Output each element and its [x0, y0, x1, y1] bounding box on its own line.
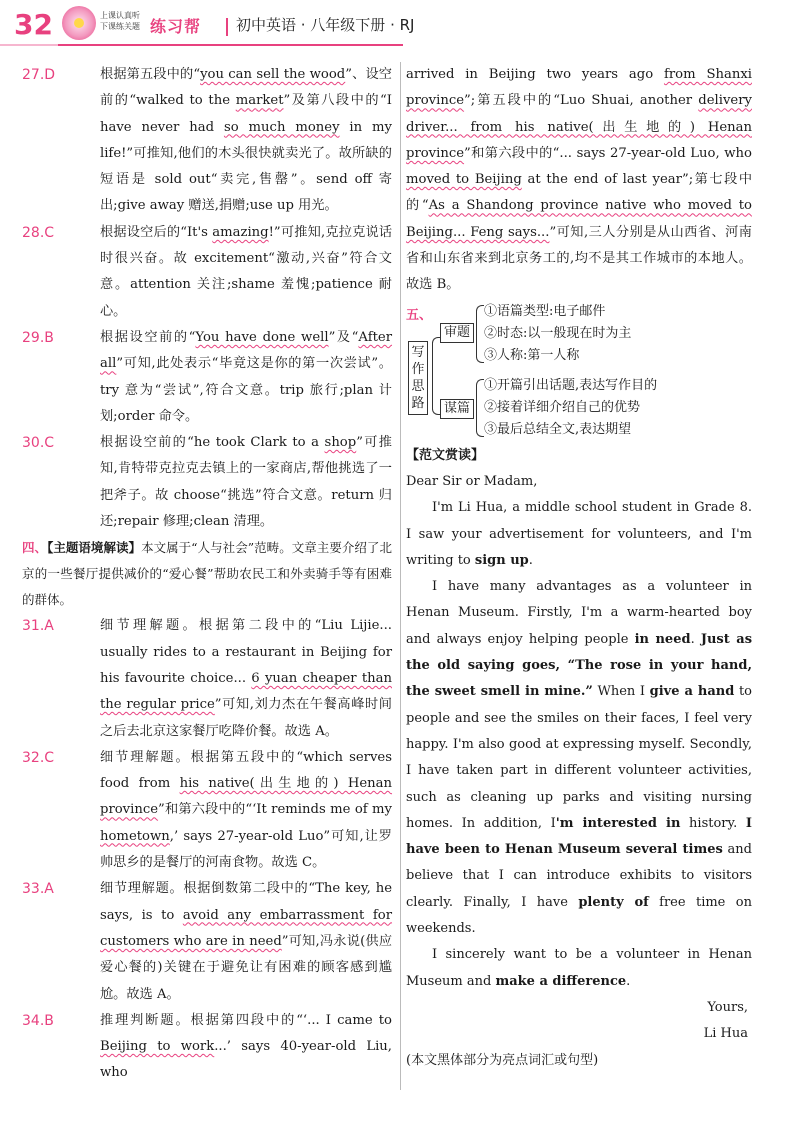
outline-item: ②接着详细介绍自己的优势	[484, 399, 641, 415]
answer-text: ”可知,此处表示“毕竟这是你的第一次尝试”。try 意为“尝试”,符合文意。trip 旅行;plan 计划;order 命令。	[100, 356, 392, 424]
underlined-quote: 6 yuan cheaper than the regular price	[100, 670, 392, 713]
highlight-phrase: in need	[634, 631, 691, 647]
answer-text: 细节理解题。根据第五段中的“which serves food from	[100, 749, 392, 792]
underlined-quote: his native(出生地的) Henan province	[100, 776, 393, 818]
header-rule-left	[0, 44, 58, 46]
answer-text: 推理判断题。根据第四段中的“‘... I came to	[100, 1012, 392, 1028]
header-separator	[226, 18, 228, 36]
section-4-intro	[22, 535, 392, 613]
highlight-phrase: make a difference	[495, 973, 627, 989]
answer-text: ”;第五段中的“Luo Shuai, another	[464, 93, 699, 109]
outline-root-label: 写作思路	[408, 341, 428, 415]
essay-salutation: Dear Sir or Madam,	[406, 473, 538, 489]
underlined-quote: shop	[324, 435, 357, 451]
essay-paragraph-2	[406, 574, 752, 942]
answer-27	[22, 62, 392, 220]
underlined-quote: moved to Beijing	[406, 172, 522, 188]
answer-text: 根据设空后的“It's	[100, 224, 213, 240]
highlight-phrase: 'm interested in	[555, 815, 681, 831]
answer-text: ”可推知,肯特带克拉克去镇上的一家商店,帮他挑选了一把斧子。故 choose“挑选”符合文意。return 归还;repair 修理;clean 清理。	[100, 435, 392, 530]
essay-paragraph-3	[406, 942, 752, 995]
page-number: 32	[14, 8, 53, 41]
header-rule	[58, 44, 403, 46]
answer-text: !”可推知,克拉克说话时很兴奋。故 excitement“激动,兴奋”符合文意。attention 关注;shame 羞愧;patience 耐心。	[100, 224, 393, 319]
outline-item: ③最后总结全文,表达期望	[484, 421, 632, 437]
answer-text: 根据设空前的“	[100, 329, 196, 345]
answer-text: ”可知,冯永说(供应爱心餐的)关键在于避免让有困难的顾客感到尴尬。故选 A。	[100, 933, 393, 1002]
writing-outline	[406, 303, 752, 439]
essay-text: to people and see the smiles on their faces, I feel very happy. I'm also good at expressing myself. Secondly, I have taken part in different volunteer activities, such as cleaning up parks and visiting nursing homes. In addition, I	[406, 684, 753, 831]
essay-text: .	[528, 552, 533, 568]
answer-28	[22, 220, 392, 325]
right-column	[406, 62, 752, 1074]
answer-text: ”及第八段中的“I have never had	[100, 93, 392, 135]
underlined-quote: Beijing to work	[100, 1039, 215, 1055]
answer-key: 34.B	[22, 1012, 54, 1029]
page-header	[0, 0, 800, 58]
underlined-quote: market	[235, 93, 284, 109]
answer-text: 细节理解题。根据第二段中的“Liu Lijie... usually rides to a restaurant in Beijing for his favourite choice...	[100, 618, 392, 686]
answer-34-continued	[406, 62, 752, 299]
outline-branch-1-brace	[476, 305, 484, 363]
outline-item: ①语篇类型:电子邮件	[484, 303, 606, 319]
essay-text: free time on weekends.	[406, 894, 752, 937]
flower-center-icon	[74, 18, 84, 28]
essay-text: .	[626, 973, 631, 989]
column-divider	[400, 62, 401, 1090]
essay-paragraph-1	[406, 495, 752, 574]
answer-key: 31.A	[22, 618, 54, 635]
answer-text: 细节理解题。根据倒数第二段中的“The key, he says, is to	[100, 881, 392, 923]
underlined-quote: You have done well	[195, 329, 329, 345]
answer-34	[22, 1008, 392, 1087]
section-5-number: 五、	[406, 307, 433, 323]
outline-branch-2: 谋篇	[440, 399, 474, 419]
slogan: 上课认真听 下课练关题	[100, 11, 140, 31]
answer-text: arrived in Beijing two years ago	[406, 67, 664, 82]
answer-text: ”和第六段中的“‘It reminds me of my	[158, 802, 392, 818]
section-number: 四、	[22, 540, 48, 556]
underlined-quote: As a Shandong province native who moved to Beijing... Feng says...	[406, 198, 752, 240]
answer-33	[22, 876, 392, 1007]
essay-text: I'm Li Hua, a middle school student in Grade 8. I saw your advertisement for volunteers, and I'm writing to	[406, 500, 752, 568]
underlined-quote: After all	[100, 329, 393, 372]
essay-note: (本文黑体部分为亮点词汇或句型)	[406, 1052, 599, 1068]
underlined-quote: avoid any embarrassment for customers who are in need	[100, 907, 393, 949]
answer-text: ,’ says 27-year-old Luo”可知,让罗帅思乡的是餐厅的河南食物。故选 C。	[100, 828, 392, 871]
underlined-quote: you can sell the wood	[200, 67, 346, 82]
theme-tag: 【主题语境解读】	[47, 540, 142, 556]
section-intro-text: 本文属于“人与社会”范畴。文章主要介绍了北京的一些餐厅提供减价的“爱心餐”帮助农民工和外卖骑手等有困难的群体。	[22, 540, 392, 608]
outline-branch-2-brace	[476, 379, 484, 437]
answer-key: 33.A	[22, 881, 54, 898]
essay-text: history.	[680, 815, 746, 831]
answer-key: 29.B	[22, 329, 54, 346]
essay-text: I sincerely want to be a volunteer in Henan Museum and	[406, 947, 752, 989]
highlight-phrase: plenty of	[578, 894, 649, 910]
essay-closing: Yours,	[707, 999, 748, 1015]
highlight-phrase: I have been to Henan Museum several times	[406, 815, 752, 858]
brand-name: 练习帮	[150, 17, 202, 36]
essay-text: I have many advantages as a volunteer in Henan Museum. Firstly, I'm a warm-hearted boy and always enjoy helping people	[406, 579, 752, 647]
highlight-phrase: give a hand	[649, 684, 735, 700]
underlined-quote: hometown	[100, 828, 170, 844]
answer-32	[22, 745, 392, 876]
answer-text: ”及“	[328, 329, 359, 345]
essay-text: and believe that I can introduce exhibits to visitors clearly. Finally, I have	[406, 842, 752, 910]
answer-text: at the end of last year”;第七段中的“	[406, 172, 753, 214]
underlined-quote: amazing	[212, 224, 269, 240]
answer-text: ”可知,三人分别是从山西省、河南省和山东省来到北京务工的,均不是其工作城市的本地人。故选 B。	[406, 224, 752, 293]
outline-item: ②时态:以一般现在时为主	[484, 325, 632, 341]
answer-key: 28.C	[22, 224, 55, 241]
answer-key: 30.C	[22, 435, 55, 452]
essay-text: When I	[592, 684, 650, 700]
outline-root-brace	[432, 337, 440, 415]
underlined-quote: so much money	[223, 119, 340, 135]
model-essay	[406, 469, 752, 1074]
outline-item: ①开篇引出话题,表达写作目的	[484, 377, 658, 393]
answer-text: 根据第五段中的“	[100, 67, 201, 82]
outline-item: ③人称:第一人称	[484, 347, 580, 363]
answer-key: 32.C	[22, 749, 55, 766]
left-column	[22, 62, 392, 1087]
essay-signature: Li Hua	[703, 1026, 748, 1042]
answer-key: 27.D	[22, 67, 56, 83]
essay-heading: 【范文赏读】	[406, 447, 485, 463]
outline-branch-1: 审题	[440, 323, 474, 343]
answer-text: ...’ says 40-year-old Liu, who	[100, 1039, 392, 1081]
underlined-quote: from Shanxi province	[406, 67, 752, 109]
highlight-phrase: sign up	[474, 552, 529, 568]
answer-29	[22, 325, 392, 430]
book-title: 初中英语 · 八年级下册 · RJ	[236, 16, 415, 34]
answer-text: in my life!”可推知,他们的木头很快就卖光了。故所缺的短语是 sold out“卖完,售罄”。send off 寄出;give away 赠送,捐赠;use up 用光。	[100, 119, 392, 214]
answer-text: 根据设空前的“he took Clark to a	[100, 435, 325, 451]
underlined-quote: delivery driver... from his native(出生地的) Henan province	[406, 93, 752, 161]
highlight-phrase: Just as the old saying goes, “The rose in your hand, the sweet smell in mine.”	[406, 631, 753, 700]
answer-text: ”和第六段中的“... says 27-year-old Luo, who	[464, 145, 752, 161]
answer-text: ”可知,刘力杰在午餐高峰时间之后去北京这家餐厅吃降价餐。故选 A。	[100, 697, 392, 739]
answer-text: ”、设空前的“walked to the	[100, 67, 392, 109]
answer-30	[22, 430, 392, 535]
essay-text: .	[690, 631, 701, 647]
answer-31	[22, 613, 392, 744]
